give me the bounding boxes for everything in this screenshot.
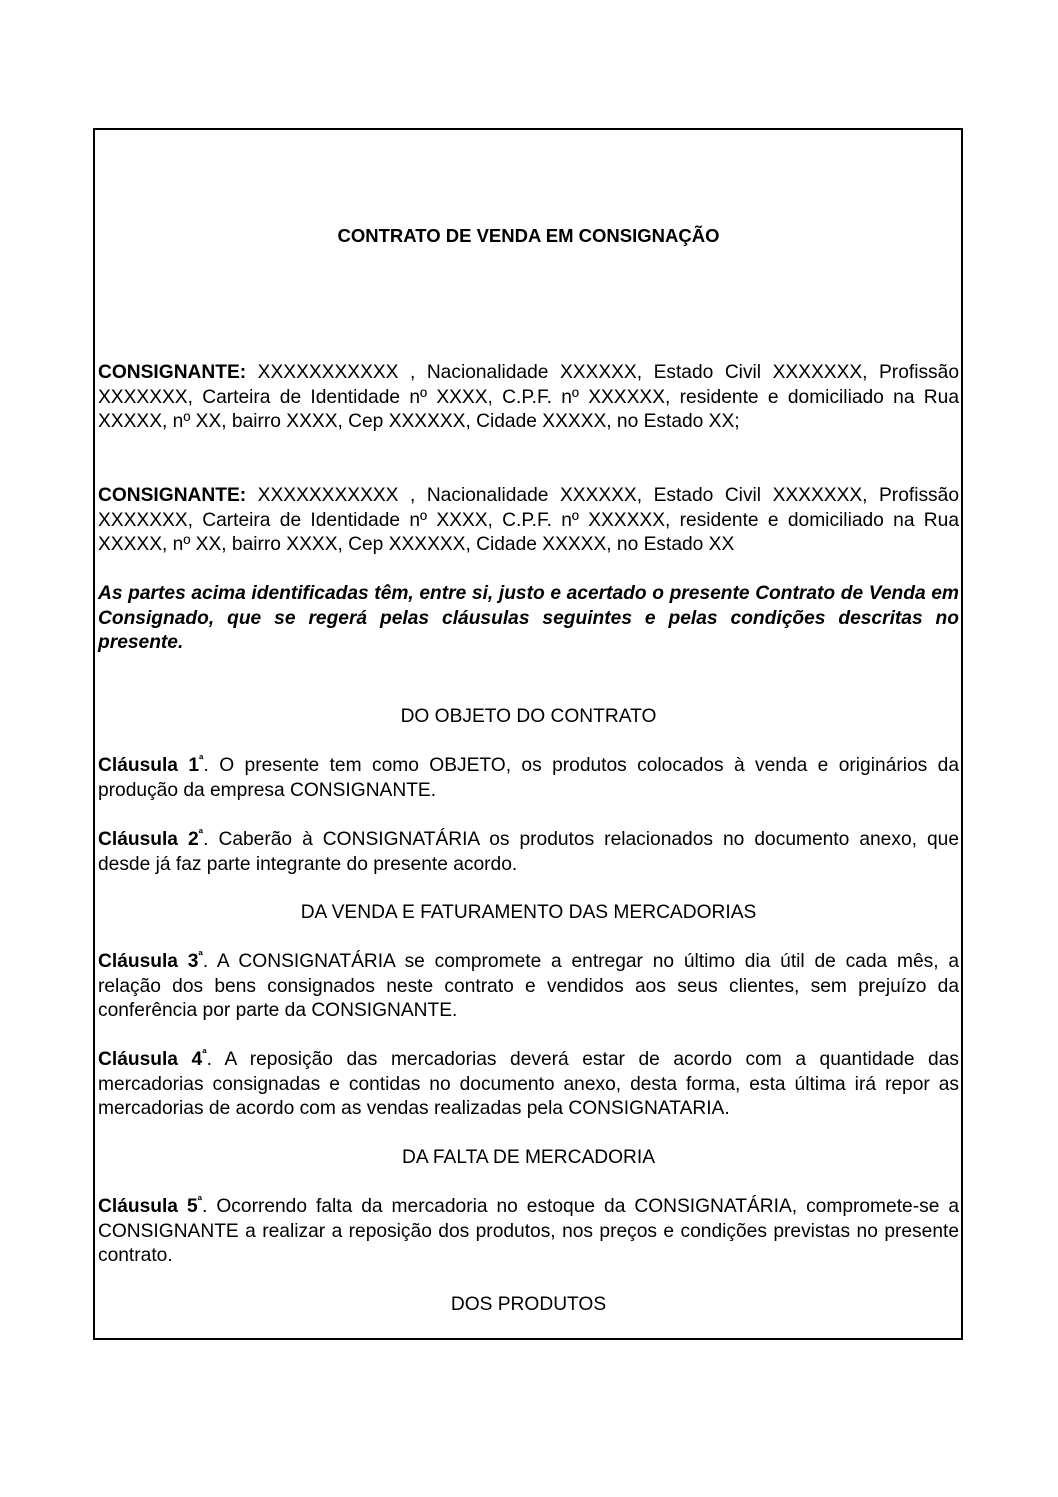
document-title: CONTRATO DE VENDA EM CONSIGNAÇÃO [337,225,720,246]
clause-2-text: . Caberão à CONSIGNATÁRIA os produtos relacionados no documento anexo, que desde já faz parte integrante do presente acordo. [98,829,959,875]
party-1-text: XXXXXXXXXXX , Nacionalidade XXXXXX, Estado Civil XXXXXXX, Profissão XXXXXXX, Carteira de Identidade nº XXXX, C.P.F. nº XXXXXX, residente e domiciliado na Rua XXXXX, nº XX, bairro XXXX, Cep XXXXXX, Cidade XXXXX, no Estado XX; [98,362,959,432]
clause-4 [98,1048,959,1122]
document-frame [93,128,963,1340]
clause-4-text: . A reposição das mercadorias deverá estar de acordo com a quantidade das mercadorias consignadas e contidas no documento anexo, desta forma, esta última irá repor as mercadorias de acordo com as vendas realizadas pela CONSIGNATARIA. [98,1049,959,1119]
clause-1-ordinal: ª [199,752,204,767]
clause-5-label: Cláusula 5 [98,1196,198,1217]
clause-1-text: . O presente tem como OBJETO, os produtos colocados à venda e originários da produção da empresa CONSIGNANTE. [98,755,959,801]
clause-4-ordinal: ª [202,1046,207,1061]
section-heading-produtos: DOS PRODUTOS [450,1294,607,1315]
clause-1-label: Cláusula 1 [98,755,200,776]
clause-2 [98,828,959,877]
clause-3-text: . A CONSIGNATÁRIA se compromete a entregar no último dia útil de cada mês, a relação dos bens consignados neste contrato e vendidos aos seus clientes, sem prejuízo da conferência por parte da CONSIGNANTE. [98,951,959,1021]
clause-5 [98,1195,959,1269]
party-1 [98,361,959,435]
party-2-text: XXXXXXXXXXX , Nacionalidade XXXXXX, Estado Civil XXXXXXX, Profissão XXXXXXX, Carteira de Identidade nº XXXX, C.P.F. nº XXXXXX, residente e domiciliado na Rua XXXXX, nº XX, bairro XXXX, Cep XXXXXX, Cidade XXXXX, no Estado XX [98,485,959,555]
clause-3 [98,950,959,1024]
section-heading-venda: DA VENDA E FATURAMENTO DAS MERCADORIAS [300,902,757,923]
section-heading-falta: DA FALTA DE MERCADORIA [401,1147,656,1168]
clause-5-ordinal: ª [197,1193,203,1208]
party-1-label: CONSIGNANTE: [98,362,247,383]
clause-1 [98,754,959,803]
intro-paragraph: As partes acima identificadas têm, entre si, justo e acertado o presente Contrato de Venda em Consignado, que se regerá pelas cláusulas seguintes e pelas condições descritas no presente. [98,583,959,653]
party-2 [98,484,959,558]
clause-2-label: Cláusula 2 [98,829,199,850]
clause-3-ordinal: ª [198,948,203,963]
section-heading-objeto: DO OBJETO DO CONTRATO [400,706,657,727]
clause-4-label: Cláusula 4 [98,1049,203,1070]
clause-2-ordinal: ª [198,826,204,841]
clause-3-label: Cláusula 3 [98,951,199,972]
party-2-label: CONSIGNANTE: [98,485,247,506]
clause-5-text: . Ocorrendo falta da mercadoria no estoque da CONSIGNATÁRIA, compromete-se a CONSIGNANTE a realizar a reposição dos produtos, nos preços e condições previstas no presente contrato. [98,1196,960,1266]
